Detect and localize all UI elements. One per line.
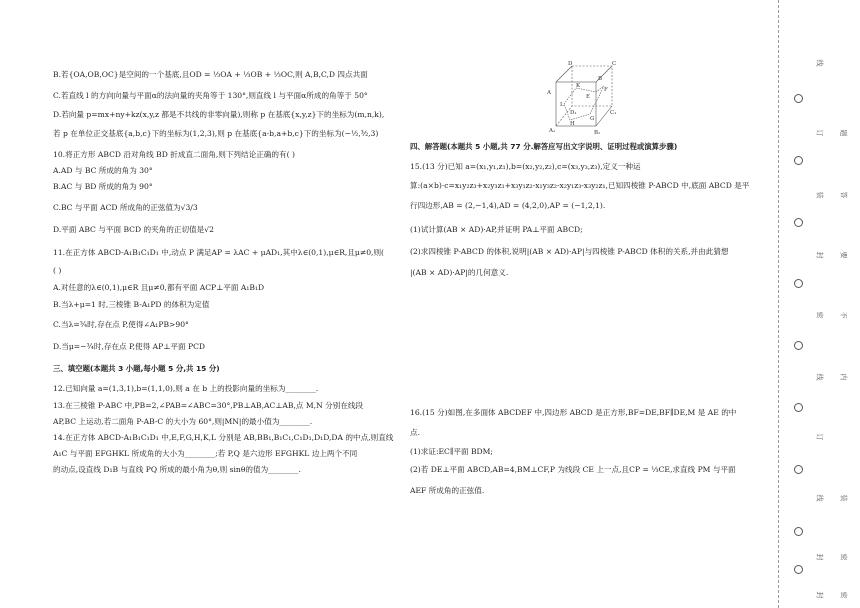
- q15-stem-cont-2: 行四边形,AB = (2,−1,4),AD = (4,2,0),AP = (−1,2,1).: [410, 201, 606, 210]
- label-f: F: [604, 87, 608, 93]
- q10-option-b: B.AC 与 BD 所成的角为 90°: [53, 182, 153, 191]
- q16-stem-cont: 点.: [410, 428, 421, 437]
- label-e: E: [586, 94, 591, 100]
- q15-stem: 15.(13 分)已知 a=(x₁,y₁,z₁),b=(x₂,y₂,z₂),c=(x₃,y₃,z₃),定义一种运: [410, 162, 641, 171]
- q16-part-1: (1)求证:EC∥平面 BDM;: [410, 447, 493, 456]
- label-g: G: [590, 116, 595, 122]
- binding-label: 内: [839, 373, 848, 381]
- binding-circle: [794, 465, 803, 474]
- q16-part-2-cont: AEF 所成角的正弦值.: [410, 486, 485, 495]
- binding-circle: [794, 279, 803, 288]
- q14-cont-2: 的动点,设直线 D₁B 与直线 PQ 所成的最小角为θ,则 sinθ的值为________.: [53, 465, 301, 474]
- q15-stem-cont: 算:(a×b)·c=x₁y₂z₃+x₂y₃z₁+x₃y₁z₂-x₁y₃z₂-x₂y₁z₃-x₃y₂z₁,已知四棱锥 P-ABCD 中,底面 ABCD 是平: [410, 181, 750, 190]
- binding-label: 封: [815, 251, 824, 259]
- binding-circle: [794, 341, 803, 350]
- q16-stem: 16.(15 分)如图,在多面体 ABCDEF 中,四边形 ABCD 是正方形,BF=DE,BF∥DE,M 是 AE 的中: [410, 408, 737, 417]
- q9-option-c: C.若直线 l 的方向向量与平面α的法向量的夹角等于 130°,则直线 l 与平面α所成的角等于 50°: [53, 91, 368, 100]
- q13-cont: AP,BC 上运动,若二面角 P-AB-C 的大小为 60°,则|MN|的最小值为________.: [53, 417, 313, 426]
- binding-circle: [794, 527, 803, 536]
- binding-label: 线: [815, 59, 824, 67]
- q10-option-c: C.BC 与平面 ACD 所成角的正弦值为√3/3: [53, 203, 198, 212]
- binding-label: 线: [815, 494, 824, 502]
- binding-label: 装: [815, 191, 824, 199]
- q15-part-2-cont: |(AB × AD)·AP|的几何意义.: [410, 268, 509, 277]
- section-4-heading: 四、解答题(本题共 5 小题,共 77 分.解答应写出文字说明、证明过程或演算步骤): [410, 142, 678, 151]
- q10-stem: 10.将正方形 ABCD 沿对角线 BD 折成直二面角,则下列结论正确的有( ): [53, 150, 295, 159]
- q11-stem: 11.在正方体 ABCD-A₁B₁C₁D₁ 中,动点 P 满足AP = λAC + μAD₁,其中λ∈(0,1),μ∈R,且μ≠0,则(: [53, 248, 385, 257]
- section-3-heading: 三、填空题(本题共 3 小题,每小题 5 分,共 15 分): [53, 364, 220, 373]
- label-h: H: [570, 121, 575, 127]
- q9-option-b: B.若{OA,OB,OC}是空间的一个基底,且OD = ⅓OA + ⅓OB + ⅓OC,则 A,B,C,D 四点共面: [53, 70, 368, 79]
- label-c1: C₁: [610, 110, 617, 116]
- binding-label: 订: [815, 433, 824, 441]
- q11-option-a: A.对任意的λ∈(0,1),μ∈R 且μ≠0,都有平面 ACP⊥平面 A₁B₁D: [53, 283, 265, 292]
- q10-option-d: D.平面 ABC 与平面 BCD 的夹角的正切值是√2: [53, 225, 214, 234]
- binding-label: 答: [839, 191, 848, 199]
- q11-blank: ( ): [53, 266, 62, 275]
- label-b1: B₁: [594, 130, 601, 136]
- binding-line: [778, 0, 780, 608]
- q14-cont: A₁C 与平面 EFGHKL 所成角的大小为________;若 P,Q 是六边形 EFGHKL 边上两个不同: [53, 449, 358, 458]
- binding-label: 装: [839, 494, 848, 502]
- binding-label: 封: [815, 591, 824, 599]
- q14: 14.在正方体 ABCD-A₁B₁C₁D₁ 中,E,F,G,H,K,L 分别是 AB,BB₁,B₁C₁,C₁D₁,D₁D,DA 的中点,则直线: [53, 433, 394, 442]
- q16-part-2: (2)若 DE⊥平面 ABCD,AB=4,BM⊥CF,P 为线段 CE 上一点,且CP = ⅓CE,求直线 PM 与平面: [410, 465, 736, 474]
- binding-circle: [794, 403, 803, 412]
- q15-part-1: (1)试计算(AB × AD)·AP,并证明 PA⊥平面 ABCD;: [410, 225, 583, 234]
- label-a1: A₁: [549, 128, 556, 134]
- label-d1: D₁: [570, 110, 577, 116]
- q11-option-c: C.当λ=¾时,存在点 P,使得∠A₁PB>90°: [53, 320, 189, 329]
- label-a: A: [547, 90, 551, 96]
- q9-option-d-cont: 若 p 在单位正交基底{a,b,c}下的坐标为(1,2,3),则 p 在基底{a-b,a+b,c}下的坐标为(−½,³⁄₂,3): [53, 129, 379, 138]
- binding-label: 密: [839, 591, 848, 599]
- binding-label: 密: [839, 553, 848, 561]
- binding-label: 要: [839, 251, 848, 259]
- binding-circle: [794, 565, 803, 574]
- binding-label: 订: [815, 129, 824, 137]
- q11-option-d: D.当μ=−¾时,存在点 P,使得 AP⊥平面 PCD: [53, 342, 205, 351]
- label-d: D: [568, 61, 573, 67]
- binding-label: 不: [839, 311, 848, 319]
- binding-label: 题: [839, 129, 848, 137]
- q11-option-b: B.当λ+μ=1 时,三棱锥 B-A₁PD 的体积为定值: [53, 300, 210, 309]
- q10-option-a: A.AD 与 BC 所成的角为 30°: [53, 166, 153, 175]
- q13: 13.在三棱锥 P-ABC 中,PB=2,∠PAB=∠ABC=30°,PB⊥AB,AC⊥AB,点 M,N 分别在线段: [53, 401, 364, 410]
- binding-label: 线: [815, 373, 824, 381]
- cube-figure: [546, 58, 620, 136]
- label-c: C: [612, 61, 617, 67]
- binding-circle: [794, 218, 803, 227]
- binding-circle: [794, 94, 803, 103]
- binding-label: 封: [815, 553, 824, 561]
- binding-circle: [794, 156, 803, 165]
- q12: 12.已知向量 a=(1,3,1),b=(1,1,0),则 a 在 b 上的投影向量的坐标为________.: [53, 384, 319, 393]
- q9-option-d: D.若向量 p=mx+ny+kz(x,y,z 都是不共线的非零向量),则称 p 在基底{x,y,z}下的坐标为(m,n,k),: [53, 110, 385, 119]
- label-k: K: [576, 83, 581, 89]
- label-l: L: [560, 102, 564, 108]
- binding-label: 密: [815, 311, 824, 319]
- q15-part-2: (2)求四棱锥 P-ABCD 的体积,说明|(AB × AD)·AP|与四棱锥 P-ABCD 体积的关系,并由此猜想: [410, 247, 729, 256]
- label-b: B: [598, 76, 603, 82]
